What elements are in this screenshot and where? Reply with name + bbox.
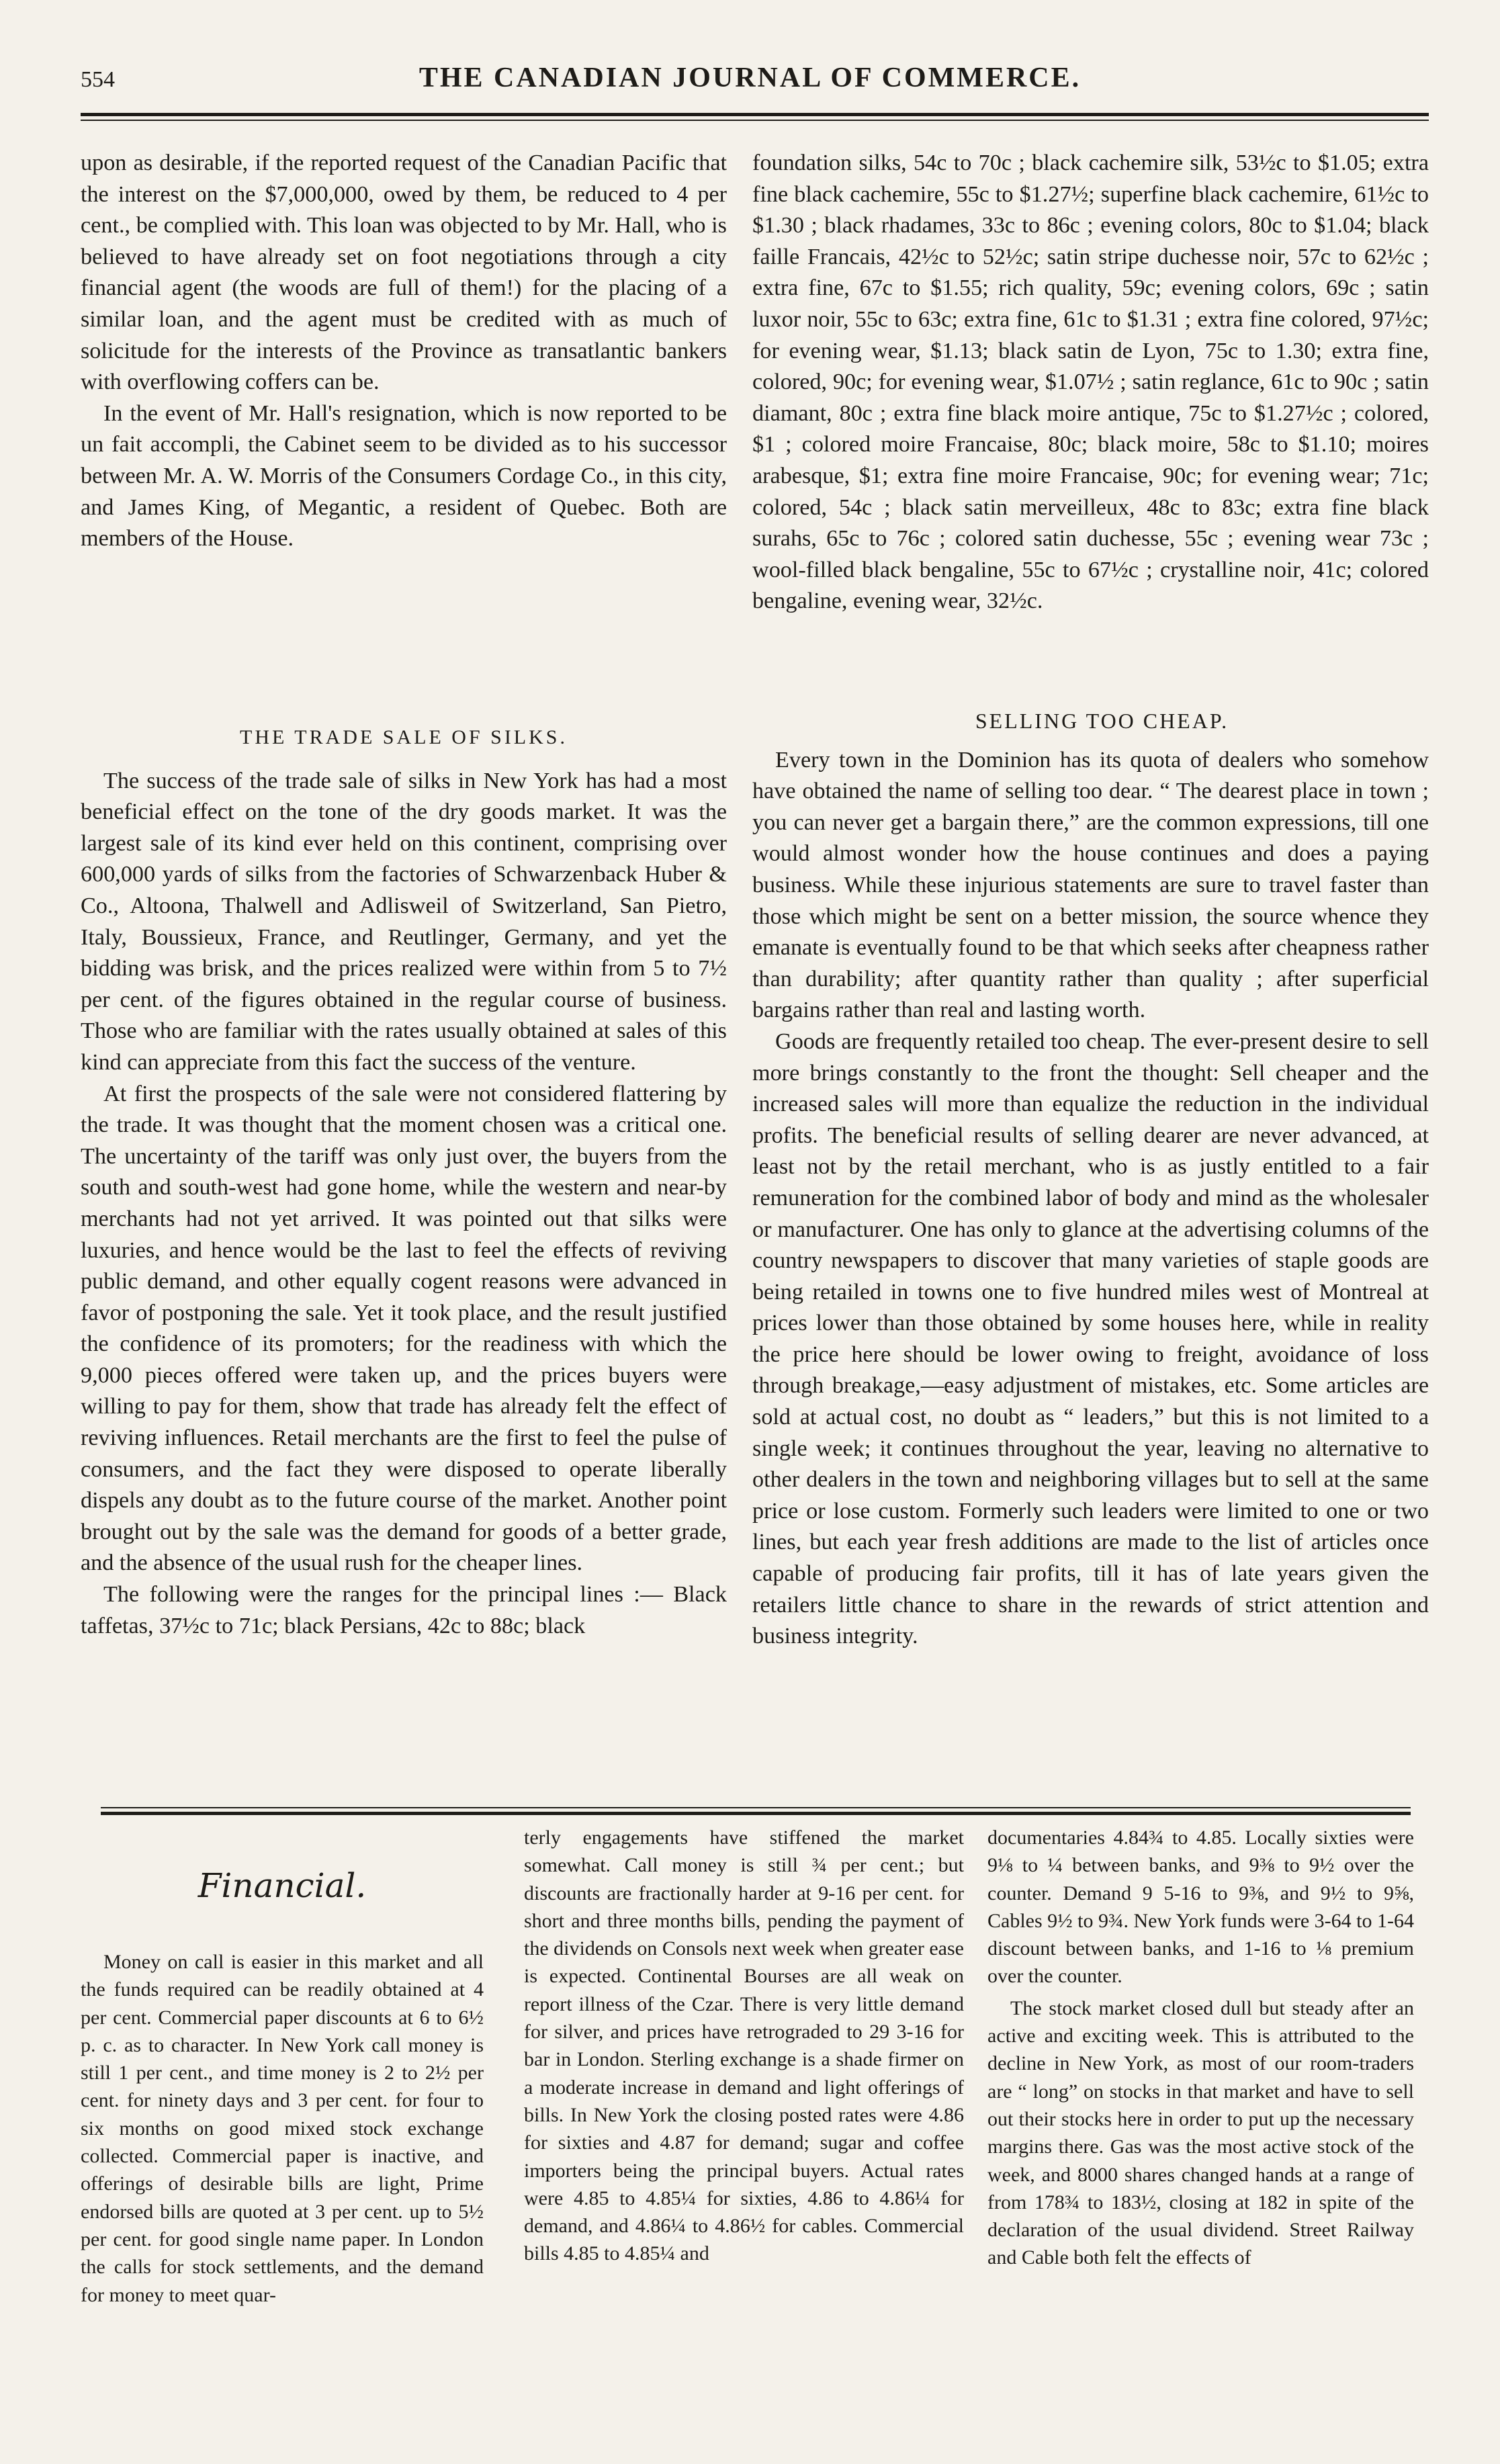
page-number: 554: [81, 67, 115, 92]
selling-article: [752, 705, 1429, 1653]
silks-heading: THE TRADE SALE OF SILKS.: [240, 726, 568, 748]
financial-column-1: [81, 1948, 484, 2309]
selling-paragraph: Every town in the Dominion has its quota of dealers who somehow have obtained the name of selling too dear. “ The dearest place in town ; you can never get a bargain there,” are the common expressions, till one would almost wonder how the house continues and does a paying business. While these injurious statements are sure to travel faster than those which might be sent on a better mission, the source whence they emanate is eventually found to be that which seeks after cheapness rather than durability; after quantity rather than quality ; after superficial bargains rather than real and lasting worth.: [752, 747, 1429, 1023]
financial-column-2: [524, 1824, 964, 2268]
selling-heading: SELLING TOO CHEAP.: [975, 709, 1229, 733]
financial-heading: Financial.: [197, 1866, 367, 1905]
left-paragraph: upon as desirable, if the reported request of the Canadian Pacific that the interest on the $7,000,000, owed by them, be reduced to 4 per cent., be complied with. This loan was objected to by Mr. Hall, who is believed to have already set on foot negotiations through a city financial agent (the woods are full of them!) for the placing of a similar loan, and the agent must be credited with as much of solicitude for the interests of the Province as transatlantic bankers with overflowing coffers can be.: [81, 150, 727, 395]
left-paragraph: In the event of Mr. Hall's resignation, which is now reported to be un fait accompli, the Cabinet seem to be divided as to his successor between Mr. A. W. Morris of the Consumers Cordage Co., in this city, and James King, of Megantic, a resident of Quebec. Both are members of the House.: [81, 400, 727, 552]
header-rule-thin: [81, 120, 1429, 121]
silks-paragraph: At first the prospects of the sale were not considered flattering by the trade. It was thought that the moment chosen was a critical one. The uncertainty of the tariff was only just over, the buyers from the south and south-west had gone home, while the western and near-by merchants had not yet arrived. It was pointed out that silks were luxuries, and hence would be the last to feel the effects of reviving public demand, and other equally cogent reasons were advanced in favor of postponing the sale. Yet it took place, and the result justified the confidence of its promoters; for the readiness with which the 9,000 pieces offered were taken up, and the prices buyers were willing to pay for them, show that trade has already felt the effect of reviving influences. Retail merchants are the first to feel the pulse of consumers, and the fact they were disposed to operate liberally dispels any doubt as to the future course of the market. Another point brought out by the sale was the demand for goods of a better grade, and the absence of the usual rush for the cheaper lines.: [81, 1081, 727, 1576]
silk-prices-paragraph: foundation silks, 54c to 70c ; black cachemire silk, 53½c to $1.05; extra fine black cachemire, 55c to $1.27½; superfine black cachemire, 61½c to $1.30 ; black rhadames, 33c to 86c ; evening colors, 80c to $1.04; black faille Francais, 42½c to 52½c; satin stripe duchesse noir, 57c to 62½c ; extra fine, 67c to $1.55; rich quality, 59c; evening colors, 69c ; satin luxor noir, 55c to 63c; extra fine, 61c to $1.31 ; extra fine colored, 97½c; for evening wear, $1.13; black satin de Lyon, 75c to 1.30; extra fine, colored, 90c; for evening wear, $1.07½ ; satin reglance, 61c to 90c ; satin diamant, 80c ; extra fine black moire antique, 75c to $1.27½c ; colored, $1 ; colored moire Francaise, 80c; black moire, 58c to $1.10; moires arabesque, $1; extra fine moire Francaise, 90c; for evening wear; 71c; colored, 54c ; black satin merveilleux, 48c to 83c; extra fine black surahs, 65c to 76c ; colored satin duchesse, 55c ; evening wear 73c ; wool-filled black bengaline, 55c to 67½c ; crystalline noir, 41c; colored bengaline, evening wear, 32½c.: [752, 150, 1429, 614]
silks-paragraph: The success of the trade sale of silks in New York has had a most beneficial effect on the tone of the dry goods market. It was the largest sale of its kind ever held on this continent, comprising over 600,000 yards of silks from the factories of Schwarzenback Huber & Co., Altoona, Thalwell and Adlisweil of Switzerland, San Pietro, Italy, Boussieux, France, and Reutlinger, Germany, and yet the bidding was brisk, and the prices realized were within from 5 to 7½ per cent. of the figures obtained in the regular course of business. Those who are familiar with the rates usually obtained at sales of this kind can appreciate from this fact the success of the venture.: [81, 768, 727, 1075]
financial-paragraph: documentaries 4.84¾ to 4.85. Locally sixties were 9⅛ to ¼ between banks, and 9⅜ to 9½ over the counter. Demand 9 5-16 to 9⅜, and 9½ to 9⅝, Cables 9½ to 9¾. New York funds were 3-64 to 1-64 discount between banks, and 1-16 to ⅛ premium over the counter.: [987, 1827, 1414, 1988]
section-rule-thin: [101, 1807, 1411, 1808]
financial-paragraph: The stock market closed dull but steady after an active and exciting week. This is attributed to the decline in New York, as most of our room-traders are “ long” on stocks in that market and have to sell out their stocks here in order to put up the necessary margins there. Gas was the most active stock of the week, and 8000 shares changed hands at a range of from 178¾ to 183½, closing at 182 in spite of the declaration of the usual dividend. Street Railway and Cable both felt the effects of: [987, 1996, 1414, 2269]
selling-paragraph: Goods are frequently retailed too cheap. The ever-present desire to sell more brings constantly to the front the thought: Sell cheaper and the increased sales will more than equalize the reduction in the individual profits. The beneficial results of selling dearer are never advanced, at least not by the retail merchant, who is as justly entitled to a fair remuneration for the combined labor of body and mind as the wholesaler or manufacturer. One has only to glance at the advertising columns of the country newspapers to discover that many varieties of staple goods are being retailed in towns one to five hundred miles west of Montreal at prices lower than those obtained by some houses here, while in reality the price here should be lower owing to freight, avoidance of loss through breakage,—easy adjustment of mistakes, etc. Some articles are sold at actual cost, no doubt as “ leaders,” but this is not limited to a single week; it continues throughout the year, leaving no alternative to other dealers in the town and neighboring villages but to sell at the same price or lose custom. Formerly such leaders were limited to one or two lines, but each year fresh additions are made to the list of articles once capable of producing fair profits, till it has of late years given the retailers little chance to share in the rewards of strict attention and business integrity.: [752, 1028, 1429, 1649]
right-column-top: [752, 148, 1429, 617]
silks-article: [81, 722, 727, 1642]
header-rule-thick: [81, 113, 1429, 116]
financial-paragraph: Money on call is easier in this market and all the funds required can be readily obtained at 4 per cent. Commercial paper discounts at 6 to 6½ p. c. as to character. In New York call money is still 1 per cent., and time money is 2 to 2½ per cent. for ninety days and 3 per cent. for four to six months on good mixed stock exchange collected. Commercial paper is inactive, and offerings of desirable bills are light, Prime endorsed bills are quoted at 3 per cent. up to 5½ per cent. for good single name paper. In London the calls for stock settlements, and the demand for money to meet quar-: [81, 1951, 484, 2306]
section-rule-thick: [101, 1812, 1411, 1815]
journal-title: THE CANADIAN JOURNAL OF COMMERCE.: [418, 62, 1082, 93]
left-column-top: [81, 148, 727, 555]
financial-column-3: [987, 1824, 1414, 2272]
silks-paragraph: The following were the ranges for the principal lines :— Black taffetas, 37½c to 71c; black Persians, 42c to 88c; black: [81, 1582, 727, 1638]
financial-paragraph: terly engagements have stiffened the market somewhat. Call money is still ¾ per cent.; but discounts are fractionally harder at 9-16 per cent. for short and three months bills, pending the payment of the dividends on Consols next week when greater ease is expected. Continental Bourses are all weak on report illness of the Czar. There is very little demand for silver, and prices have retrograded to 29 3-16 for bar in London. Sterling exchange is a shade firmer on a moderate increase in demand and light offerings of bills. In New York the closing posted rates were 4.86 for sixties and 4.87 for demand; sugar and coffee importers being the principal buyers. Actual rates were 4.85 to 4.85¼ for sixties, 4.86 to 4.86¼ for demand, and 4.86¼ to 4.86½ for cables. Commercial bills 4.85 to 4.85¼ and: [524, 1827, 964, 2265]
